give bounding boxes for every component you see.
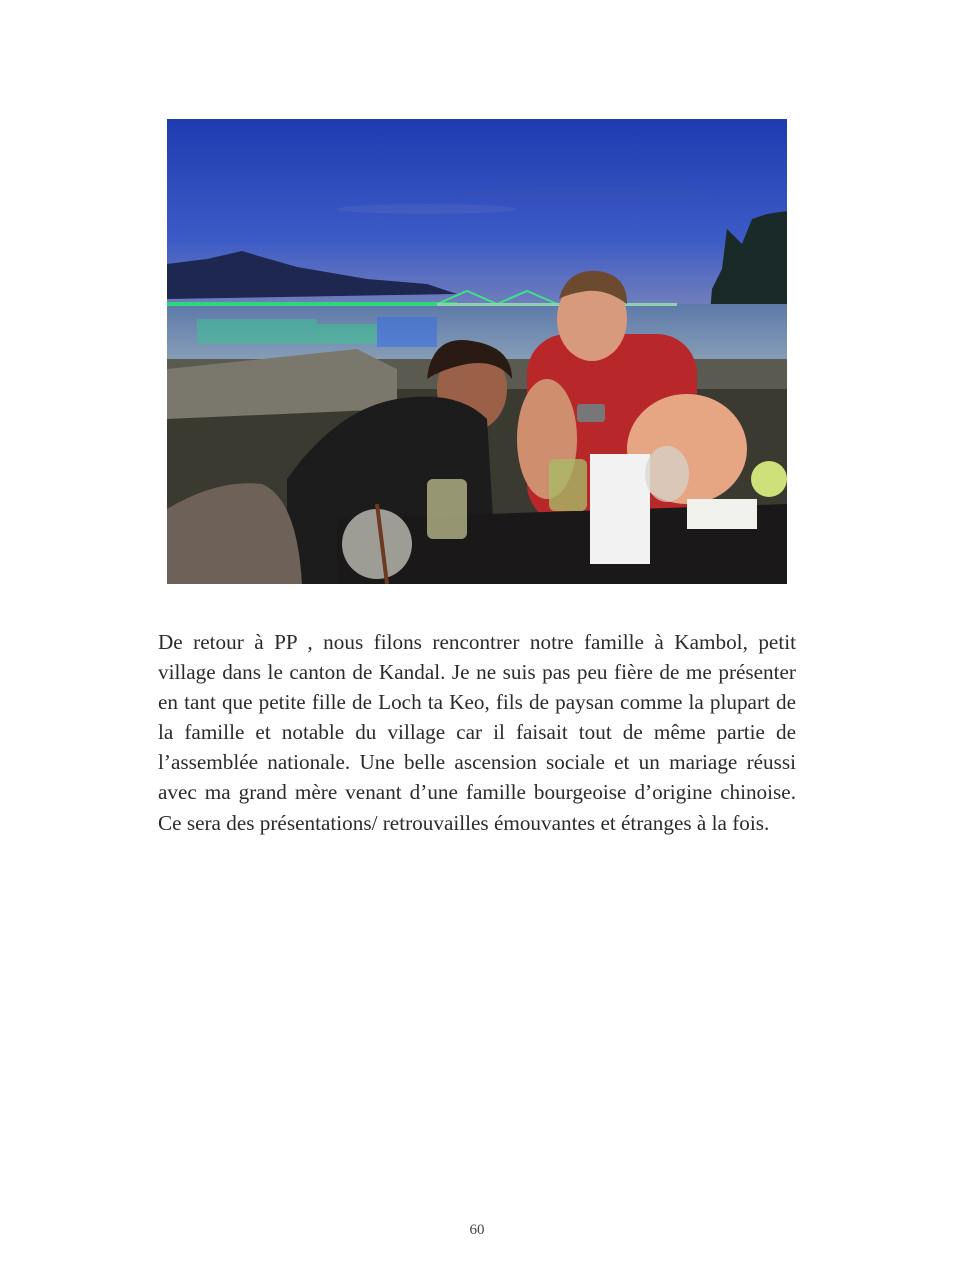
body-paragraph: De retour à PP , nous filons rencontrer notre famille à Kambol, petit village dans le canton de Kandal. Je ne suis pas peu fière de me présenter en tant que petite fille de Loch ta Keo, fils de paysan comme la plupart de la famille et notable du village car il faisait tout de même partie de l’assemblée nationale. Une belle ascension sociale et un mariage réussi avec ma grand mère venant d’une famille bourgeoise d’origine chinoise. Ce sera des présentations/ retrouvailles émouvantes et étranges à la fois. (158, 630, 796, 835)
napkin (590, 454, 650, 564)
glass (549, 459, 587, 511)
bridge-lights (167, 302, 457, 306)
photo (167, 119, 787, 584)
page-number: 60 (469, 1222, 485, 1238)
lime (751, 461, 787, 497)
glass (427, 479, 467, 539)
